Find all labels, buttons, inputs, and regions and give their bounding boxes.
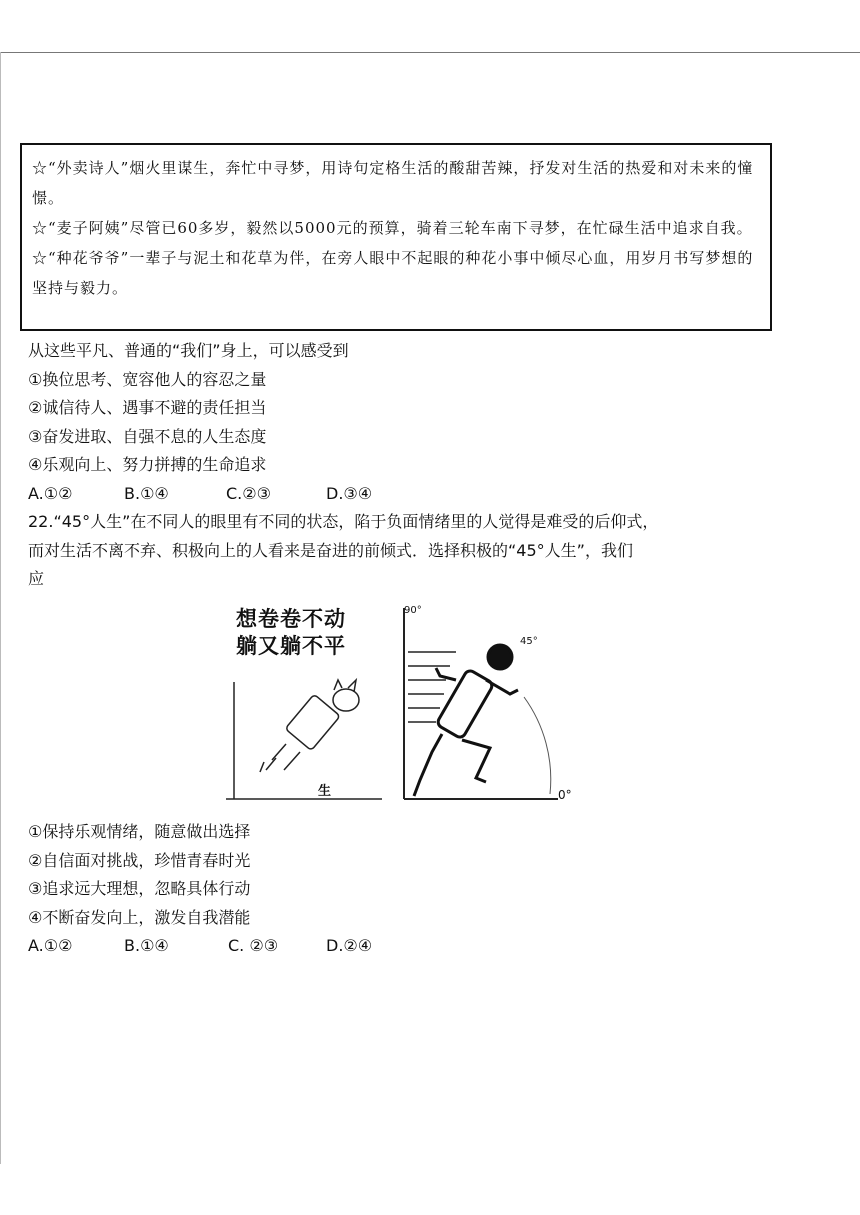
q22-stem-line-1: 22.“45°人生”在不同人的眼里有不同的状态，陷于负面情绪里的人觉得是难受的后仰式， bbox=[28, 512, 659, 531]
material-item-2: ☆“麦子阿姨”尽管已60多岁，毅然以5000元的预算，骑着三轮车南下寻梦，在忙碌生活中追求自我。 bbox=[32, 219, 753, 237]
q21-option-a: A.①② bbox=[28, 483, 73, 503]
q22-option-c: C. ②③ bbox=[228, 936, 279, 955]
q22-statement-4: ④不断奋发向上，激发自我潜能 bbox=[28, 907, 251, 927]
material-box bbox=[20, 143, 772, 331]
q21-statement-1: ①换位思考、宽容他人的容忍之量 bbox=[28, 369, 267, 389]
running-figure bbox=[414, 645, 518, 796]
q21-statement-4: ④乐观向上、努力拼搏的生命追求 bbox=[28, 455, 267, 474]
q22-option-d: D.②④ bbox=[326, 936, 373, 955]
left-panel-character: 生 bbox=[318, 784, 332, 799]
q21-option-c: C.②③ bbox=[226, 483, 271, 503]
q21-options bbox=[28, 480, 658, 509]
q22-option-b: B.①④ bbox=[124, 936, 169, 955]
caption-line-1: 想卷卷不动 bbox=[236, 607, 346, 631]
q22-figure bbox=[224, 602, 576, 807]
page-left-rule bbox=[0, 52, 1, 1164]
axis-90-label: 90° bbox=[404, 605, 422, 616]
q21-statement-2: ②诚信待人、遇事不避的责任担当 bbox=[28, 398, 267, 417]
page-top-rule bbox=[0, 52, 860, 53]
q21-option-d: D.③④ bbox=[326, 483, 373, 503]
q22-stem-line-3: 应 bbox=[28, 569, 45, 588]
q22-statement-1: ①保持乐观情绪，随意做出选择 bbox=[28, 822, 251, 841]
q22-statement-3: ③追求远大理想，忽略具体行动 bbox=[28, 879, 251, 898]
q22-stem-line-2: 而对生活不离不弃、积极向上的人看来是奋进的前倾式．选择积极的“45°人生”，我们 bbox=[28, 540, 633, 560]
q21-statement-3: ③奋发进取、自强不息的人生态度 bbox=[28, 426, 267, 446]
figure-drawing bbox=[224, 602, 576, 807]
q21-block bbox=[28, 337, 658, 594]
angle-45-label: 45° bbox=[520, 636, 538, 647]
material-item-3: ☆“种花爷爷”一辈子与泥土和花草为伴，在旁人眼中不起眼的种花小事中倾尽心血，用岁月书写梦想的坚持与毅力。 bbox=[32, 249, 754, 297]
q21-option-b: B.①④ bbox=[124, 483, 169, 503]
leaning-figure bbox=[260, 680, 359, 772]
q22-statement-2: ②自信面对挑战，珍惜青春时光 bbox=[28, 850, 251, 870]
q22-option-a: A.①② bbox=[28, 936, 73, 955]
q22-answers bbox=[28, 818, 372, 961]
caption-line-2: 躺又躺不平 bbox=[236, 634, 346, 658]
q22-options bbox=[28, 932, 372, 961]
q21-stem: 从这些平凡、普通的“我们”身上，可以感受到 bbox=[28, 341, 349, 360]
angle-arc bbox=[524, 697, 551, 794]
axis-0-label: 0° bbox=[558, 788, 572, 802]
material-item-1: ☆“外卖诗人”烟火里谋生，奔忙中寻梦，用诗句定格生活的酸甜苦辣，抒发对生活的热爱和对未来的憧憬。 bbox=[32, 159, 754, 207]
